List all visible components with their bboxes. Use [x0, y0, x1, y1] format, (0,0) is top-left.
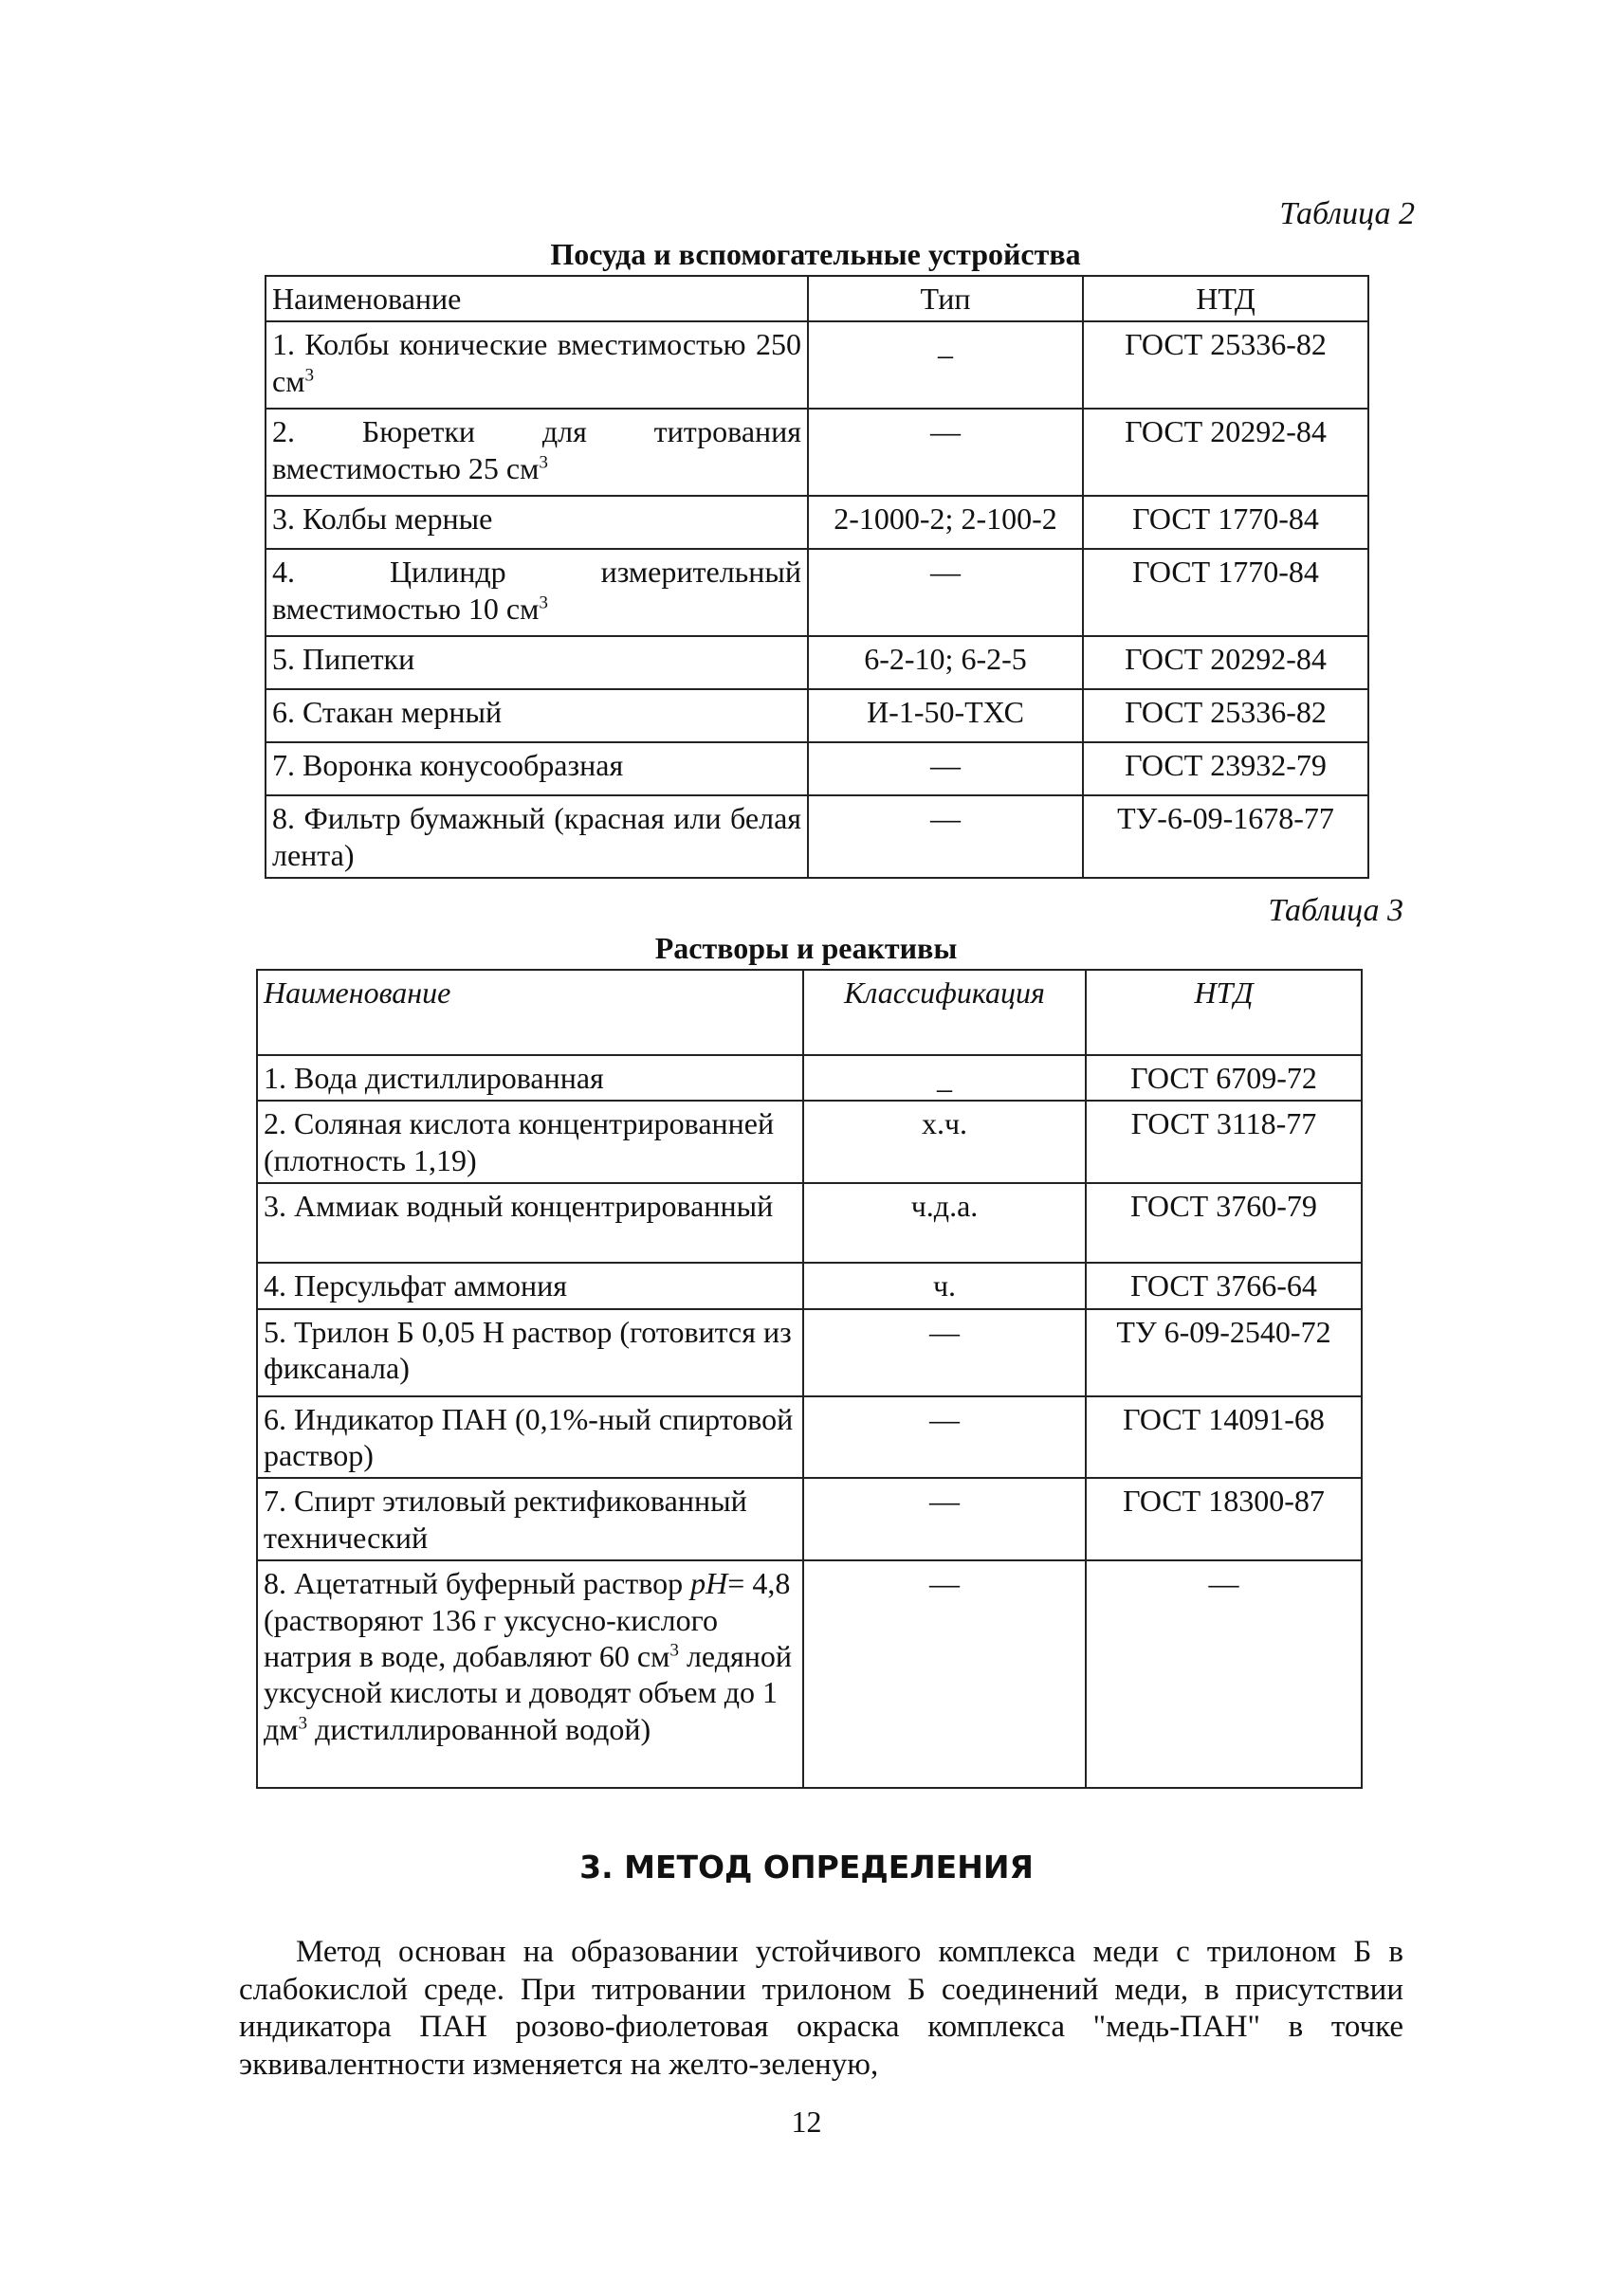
row-name: 1. Колбы конические вместимостью 250 $см^3$: [266, 321, 808, 409]
row-name: 5. Пипетки: [266, 636, 808, 689]
table2-header-name: Наименование: [266, 276, 808, 321]
table-row: [257, 1396, 1362, 1479]
row-ntd: ГОСТ 1770-84: [1083, 549, 1368, 636]
table2-title: Посуда и вспомогательные устройства: [550, 237, 1081, 271]
row-name: 7. Спирт этиловый ректификованный технический: [257, 1478, 803, 1560]
table-row: [257, 1263, 1362, 1308]
row-class: —: [803, 1309, 1086, 1396]
row-name: 4. Персульфат аммония: [257, 1263, 803, 1308]
row-ntd: ГОСТ 14091-68: [1086, 1396, 1362, 1479]
table-row: [266, 795, 1368, 878]
table-row: [266, 689, 1368, 742]
table3-title: Растворы и реактивы: [654, 931, 958, 965]
row-type: И-1-50-ТХС: [808, 689, 1083, 742]
table-row: [257, 1101, 1362, 1183]
row-type: —: [808, 742, 1083, 795]
table-row: [257, 1478, 1362, 1560]
table-row: [257, 1183, 1362, 1263]
row-name: 8. Фильтр бумажный (красная или белая лента): [266, 795, 808, 878]
table3-header-class: Классификация: [803, 970, 1086, 1055]
table2-header-ntd: НТД: [1083, 276, 1368, 321]
table-row: [257, 1055, 1362, 1101]
row-name: 4. Цилиндр измерительный вместимостью 10 $см^3$: [266, 549, 808, 636]
table-row: [266, 742, 1368, 795]
page-number: 12: [791, 2105, 822, 2139]
row-name: 8. Ацетатный буферный раствор pH= 4,8 (растворяют 136 г уксусно-кислого натрия в воде, добавляют 60 $см^3$ ледяной уксусной кислоты и доводят объем до 1 $дм^3$ дистиллированной водой): [257, 1560, 803, 1788]
row-name: 3. Аммиак водный концентрированный: [257, 1183, 803, 1263]
row-ntd: ГОСТ 18300-87: [1086, 1478, 1362, 1560]
row-ntd: ГОСТ 23932-79: [1083, 742, 1368, 795]
row-ntd: ГОСТ 3118-77: [1086, 1101, 1362, 1183]
row-class: _: [803, 1055, 1086, 1101]
row-type: —: [808, 549, 1083, 636]
table-row: [266, 549, 1368, 636]
table3-header-ntd: НТД: [1086, 970, 1362, 1055]
row-ntd: ТУ 6-09-2540-72: [1086, 1309, 1362, 1396]
row-name: 6. Индикатор ПАН (0,1%-ный спиртовой раствор): [257, 1396, 803, 1479]
row-class: ч.: [803, 1263, 1086, 1308]
table3-header-name: Наименование: [257, 970, 803, 1055]
table3-header-row: [257, 970, 1362, 1055]
row-ntd: —: [1086, 1560, 1362, 1788]
row-ntd: ГОСТ 20292-84: [1083, 409, 1368, 496]
row-class: ч.д.а.: [803, 1183, 1086, 1263]
table-row: [266, 321, 1368, 409]
row-ntd: ГОСТ 25336-82: [1083, 321, 1368, 409]
table-row: [266, 409, 1368, 496]
section-paragraph: Метод основан на образовании устойчивого комплекса меди с трилоном Б в слабокислой среде. При титровании трилоном Б соединений меди, в присутствии индикатора ПАН розово-фиолетовая окраска комплекса "медь-ПАН" в точке эквивалентности изменяется на желто-зеленую,: [239, 1935, 1403, 2082]
row-ntd: ГОСТ 3766-64: [1086, 1263, 1362, 1308]
row-name: 5. Трилон Б 0,05 Н раствор (готовится из фиксанала): [257, 1309, 803, 1396]
row-ntd: ГОСТ 20292-84: [1083, 636, 1368, 689]
table-row: [257, 1309, 1362, 1396]
row-name: 6. Стакан мерный: [266, 689, 808, 742]
row-name: 3. Колбы мерные: [266, 496, 808, 549]
table2: [265, 275, 1369, 879]
table2-header-row: [266, 276, 1368, 321]
row-ntd: ТУ-6-09-1678-77: [1083, 795, 1368, 878]
table-row: [257, 1560, 1362, 1788]
row-class: х.ч.: [803, 1101, 1086, 1183]
table-row: [266, 636, 1368, 689]
row-ntd: ГОСТ 3760-79: [1086, 1183, 1362, 1263]
row-type: —: [808, 409, 1083, 496]
row-ntd: ГОСТ 6709-72: [1086, 1055, 1362, 1101]
row-type: _: [808, 321, 1083, 409]
row-name: 7. Воронка конусообразная: [266, 742, 808, 795]
row-ntd: ГОСТ 1770-84: [1083, 496, 1368, 549]
row-ntd: ГОСТ 25336-82: [1083, 689, 1368, 742]
row-class: —: [803, 1396, 1086, 1479]
table3: [256, 969, 1363, 1789]
table3-caption: Таблица 3: [1268, 893, 1403, 928]
table2-header-type: Тип: [808, 276, 1083, 321]
table2-caption: Таблица 2: [1279, 196, 1415, 231]
row-type: 2-1000-2; 2-100-2: [808, 496, 1083, 549]
row-name: 2. Соляная кислота концентрированней (плотность 1,19): [257, 1101, 803, 1183]
table-row: [266, 496, 1368, 549]
row-type: —: [808, 795, 1083, 878]
row-name: 2. Бюретки для титрования вместимостью 25 $см^3$: [266, 409, 808, 496]
row-class: —: [803, 1560, 1086, 1788]
section-heading: 3. МЕТОД ОПРЕДЕЛЕНИЯ: [579, 1849, 1034, 1886]
row-class: —: [803, 1478, 1086, 1560]
row-type: 6-2-10; 6-2-5: [808, 636, 1083, 689]
row-name: 1. Вода дистиллированная: [257, 1055, 803, 1101]
